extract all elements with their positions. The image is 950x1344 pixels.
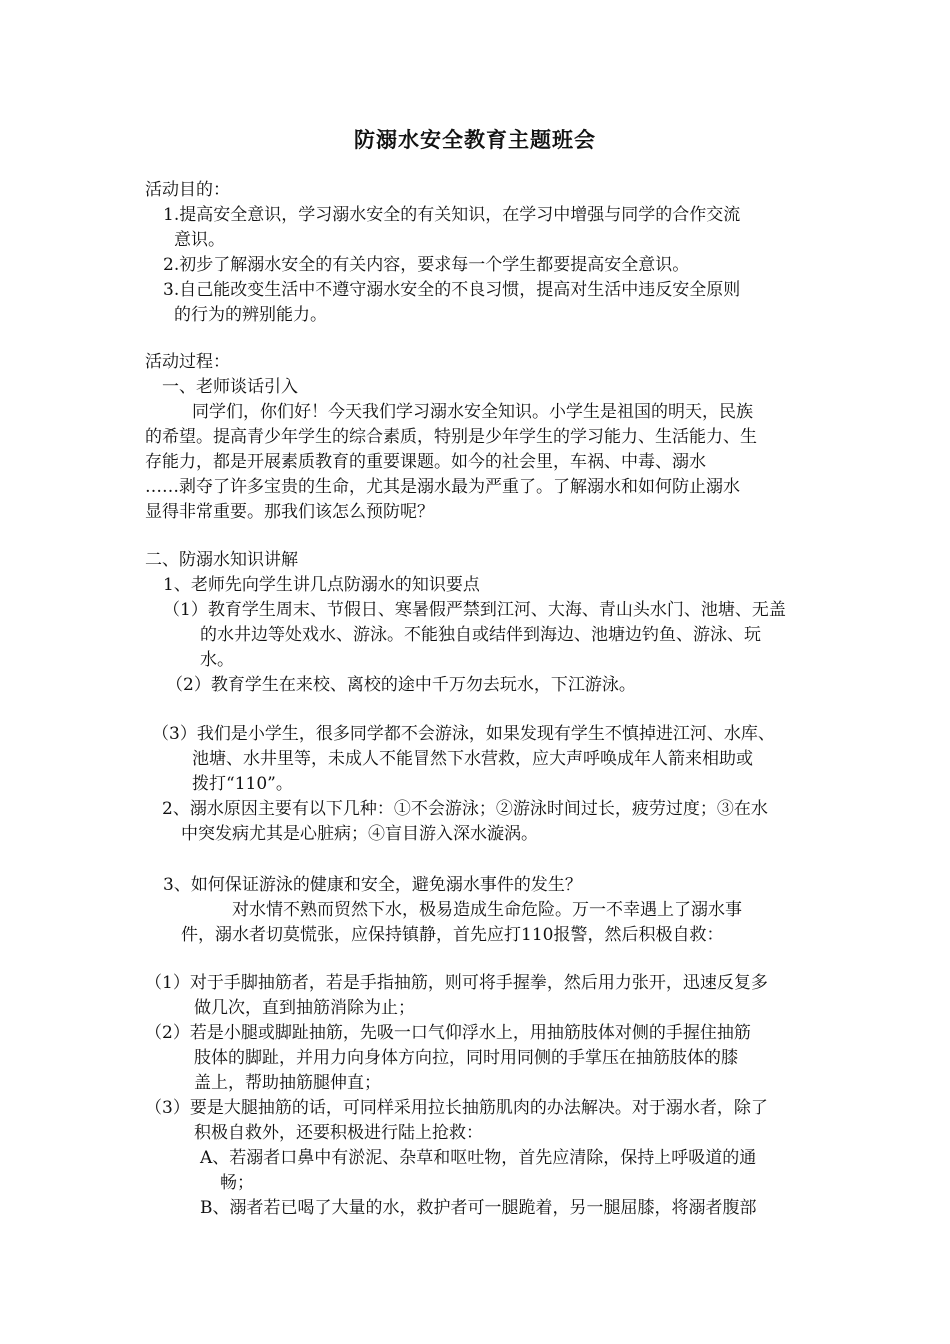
purpose-item-2: 2.初步了解溺水安全的有关内容，要求每一个学生都要提高安全意识。 (163, 255, 690, 275)
purpose-item-1: 1.提高安全意识，学习溺水安全的有关知识，在学习中增强与同学的合作交流 (163, 205, 741, 225)
rescue-step-b: B、溺者若已喝了大量的水，救护者可一腿跪着，另一腿屈膝，将溺者腹部 (200, 1198, 757, 1218)
knowledge-point-1: 1、老师先向学生讲几点防溺水的知识要点 (163, 575, 480, 595)
rescue-item-1-cont: 做几次，直到抽筋消除为止； (194, 998, 415, 1018)
rescue-item-3: （3）要是大腿抽筋的话，可同样采用拉长抽筋肌肉的办法解决。对于溺水者，除了 (145, 1098, 768, 1118)
knowledge-item-1-cont: 水。 (200, 650, 234, 670)
page-title: 防溺水安全教育主题班会 (354, 127, 596, 152)
knowledge-point-2-cont: 中突发病尤其是心脏病；④盲目游入深水漩涡。 (181, 824, 538, 844)
rescue-item-2-cont: 肢体的脚趾，并用力向身体方向拉，同时用同侧的手掌压在抽筋肢体的膝 (194, 1048, 738, 1068)
rescue-item-1: （1）对于手脚抽筋者，若是手指抽筋，则可将手握拳，然后用力张开，迅速反复多 (145, 973, 768, 993)
intro-paragraph-line: ……剥夺了许多宝贵的生命，尤其是溺水最为严重了。了解溺水和如何防止溺水 (145, 477, 740, 497)
intro-paragraph-line: 显得非常重要。那我们该怎么预防呢？ (145, 502, 434, 522)
rescue-item-3-cont: 积极自救外，还要积极进行陆上抢救： (194, 1123, 483, 1143)
knowledge-item-3-cont: 拨打“110”。 (192, 774, 293, 794)
knowledge-item-1-cont: 的水井边等处戏水、游泳。不能独自或结伴到海边、池塘边钓鱼、游泳、玩 (200, 625, 761, 645)
knowledge-item-2: （2）教育学生在来校、离校的途中千万勿去玩水，下江游泳。 (166, 675, 636, 695)
knowledge-item-3-cont: 池塘、水井里等，未成人不能冒然下水营救，应大声呼唤成年人箭来相助或 (192, 749, 753, 769)
rescue-item-2: （2）若是小腿或脚趾抽筋，先吸一口气仰浮水上，用抽筋肢体对侧的手握住抽筋 (145, 1023, 751, 1043)
section-heading-process: 活动过程： (145, 352, 230, 372)
purpose-item-1-cont: 意识。 (174, 230, 225, 250)
subsection-heading-2: 二、防溺水知识讲解 (145, 550, 298, 570)
intro-paragraph-line: 的希望。提高青少年学生的综合素质，特别是少年学生的学习能力、生活能力、生 (145, 427, 757, 447)
self-rescue-paragraph: 对水情不熟而贸然下水，极易造成生命危险。万一不幸遇上了溺水事 (232, 900, 742, 920)
knowledge-point-3: 3、如何保证游泳的健康和安全，避免溺水事件的发生？ (163, 875, 582, 895)
knowledge-item-1: （1）教育学生周末、节假日、寒暑假严禁到江河、大海、青山头水门、池塘、无盖 (163, 600, 786, 620)
purpose-item-3: 3.自己能改变生活中不遵守溺水安全的不良习惯，提高对生活中违反安全原则 (163, 280, 741, 300)
rescue-step-a-cont: 畅； (220, 1173, 254, 1193)
self-rescue-paragraph: 件，溺水者切莫慌张，应保持镇静，首先应打110报警，然后积极自救： (181, 925, 724, 945)
subsection-heading-1: 一、老师谈话引入 (162, 377, 298, 397)
knowledge-item-3: （3）我们是小学生，很多同学都不会游泳，如果发现有学生不慎掉进江河、水库、 (152, 724, 775, 744)
knowledge-point-2: 2、溺水原因主要有以下几种：①不会游泳；②游泳时间过长，疲劳过度；③在水 (162, 799, 768, 819)
purpose-item-3-cont: 的行为的辨别能力。 (174, 305, 327, 325)
rescue-item-2-cont: 盖上，帮助抽筋腿伸直； (194, 1073, 381, 1093)
rescue-step-a: A、若溺者口鼻中有淤泥、杂草和呕吐物，首先应清除，保持上呼吸道的通 (200, 1148, 757, 1168)
intro-paragraph-line: 存能力，都是开展素质教育的重要课题。如今的社会里，车祸、中毒、溺水 (145, 452, 706, 472)
section-heading-purpose: 活动目的： (145, 180, 230, 200)
intro-paragraph-line: 同学们，你们好！今天我们学习溺水安全知识。小学生是祖国的明天，民族 (192, 402, 753, 422)
